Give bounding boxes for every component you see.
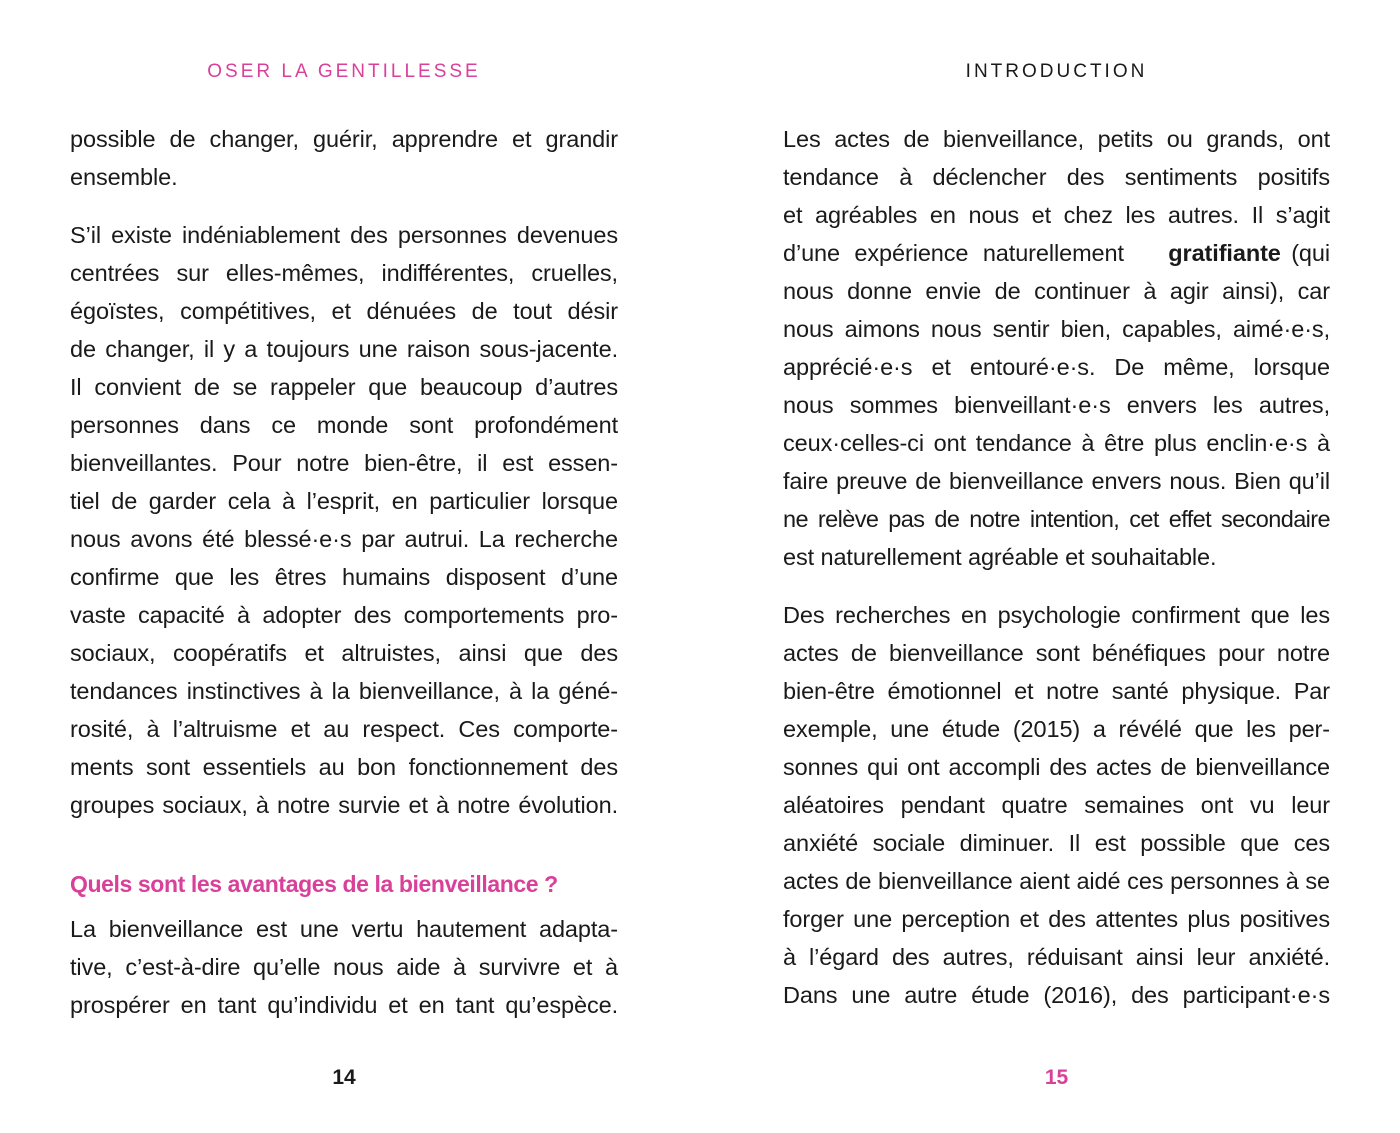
text-line: apprécié·e·s et entouré·e·s. De même, lorsque bbox=[783, 354, 1330, 380]
text-line bbox=[783, 234, 1330, 272]
text-line: nous sommes bienveillant·e·s envers les autres, bbox=[783, 392, 1330, 418]
left-page bbox=[70, 0, 618, 1133]
text-line: rosité, à l’altruisme et au respect. Ces comporte- bbox=[70, 716, 618, 742]
text-line: tendances instinctives à la bienveillance, à la géné- bbox=[70, 678, 618, 704]
text-line: est naturellement agréable et souhaitable. bbox=[783, 544, 1217, 570]
text-line: sociaux, coopératifs et altruistes, ainsi que des bbox=[70, 640, 618, 666]
text-line: actes de bienveillance aient aidé ces personnes à se bbox=[783, 868, 1330, 894]
bold-term: gratifiante bbox=[1168, 240, 1281, 266]
text-line: ne relève pas de notre intention, cet effet secondaire bbox=[783, 506, 1330, 532]
text-line: ensemble. bbox=[70, 164, 178, 190]
text-line: de changer, il y a toujours une raison sous-jacente. bbox=[70, 336, 618, 362]
text-line: Les actes de bienveillance, petits ou grands, ont bbox=[783, 126, 1330, 152]
text-line: nous aimons nous sentir bien, capables, aimé·e·s, bbox=[783, 316, 1330, 342]
text-line: actes de bienveillance sont bénéfiques pour notre bbox=[783, 640, 1330, 666]
running-head-book-title: OSER LA GENTILLESSE bbox=[207, 61, 481, 82]
text-line: vaste capacité à adopter des comportements pro- bbox=[70, 602, 618, 628]
text-line: Il convient de se rappeler que beaucoup d’autres bbox=[70, 374, 618, 400]
page-number: 15 bbox=[1044, 1066, 1069, 1089]
text-line: exemple, une étude (2015) a révélé que les per- bbox=[783, 716, 1330, 742]
text-line: tive, c’est-à-dire qu’elle nous aide à survivre et à bbox=[70, 954, 618, 980]
text-run-group bbox=[1168, 234, 1330, 272]
text-line: groupes sociaux, à notre survie et à notre évolution. bbox=[70, 792, 618, 818]
page-number: 14 bbox=[332, 1066, 356, 1089]
text-line: sonnes qui ont accompli des actes de bienveillance bbox=[783, 754, 1330, 780]
text-line: nous donne envie de continuer à agir ainsi), car bbox=[783, 278, 1330, 304]
text-line: et agréables en nous et chez les autres. Il s’agit bbox=[783, 202, 1330, 228]
running-head-chapter-title: INTRODUCTION bbox=[965, 61, 1148, 82]
text-line: S’il existe indéniablement des personnes devenues bbox=[70, 222, 618, 248]
section-heading: Quels sont les avantages de la bienveillance ? bbox=[70, 871, 558, 897]
text-line: possible de changer, guérir, apprendre et grandir bbox=[70, 126, 618, 152]
text-line: nous avons été blessé·e·s par autrui. La recherche bbox=[70, 526, 618, 552]
text-line: à l’égard des autres, réduisant ainsi leur anxiété. bbox=[783, 944, 1330, 970]
text-line: tiel de garder cela à l’esprit, en particulier lorsque bbox=[70, 488, 618, 514]
text-line: faire preuve de bienveillance envers nous. Bien qu’il bbox=[783, 468, 1330, 494]
text-line: confirme que les êtres humains disposent d’une bbox=[70, 564, 618, 590]
text-line: La bienveillance est une vertu hautement adapta- bbox=[70, 916, 618, 942]
text-line: Dans une autre étude (2016), des participant·e·s bbox=[783, 982, 1330, 1008]
text-run: (qui bbox=[1280, 240, 1330, 266]
text-line: forger une perception et des attentes plus positives bbox=[783, 906, 1330, 932]
text-line: ceux·celles-ci ont tendance à être plus enclin·e·s à bbox=[783, 430, 1330, 456]
text-line: bienveillantes. Pour notre bien-être, il est essen- bbox=[70, 450, 618, 476]
text-run: d’une expérience naturellement bbox=[783, 240, 1139, 266]
text-line: centrées sur elles-mêmes, indifférentes, cruelles, bbox=[70, 260, 618, 286]
text-line: égoïstes, compétitives, et dénuées de tout désir bbox=[70, 298, 618, 324]
text-line: ments sont essentiels au bon fonctionnement des bbox=[70, 754, 618, 780]
text-line: prospérer en tant qu’individu et en tant qu’espèce. bbox=[70, 992, 618, 1018]
text-line: tendance à déclencher des sentiments positifs bbox=[783, 164, 1330, 190]
text-line: bien-être émotionnel et notre santé physique. Par bbox=[783, 678, 1330, 704]
text-line: Des recherches en psychologie confirment que les bbox=[783, 602, 1330, 628]
text-line: anxiété sociale diminuer. Il est possible que ces bbox=[783, 830, 1330, 856]
text-line: aléatoires pendant quatre semaines ont vu leur bbox=[783, 792, 1330, 818]
right-page bbox=[783, 0, 1330, 1133]
text-line: personnes dans ce monde sont profondément bbox=[70, 412, 618, 438]
